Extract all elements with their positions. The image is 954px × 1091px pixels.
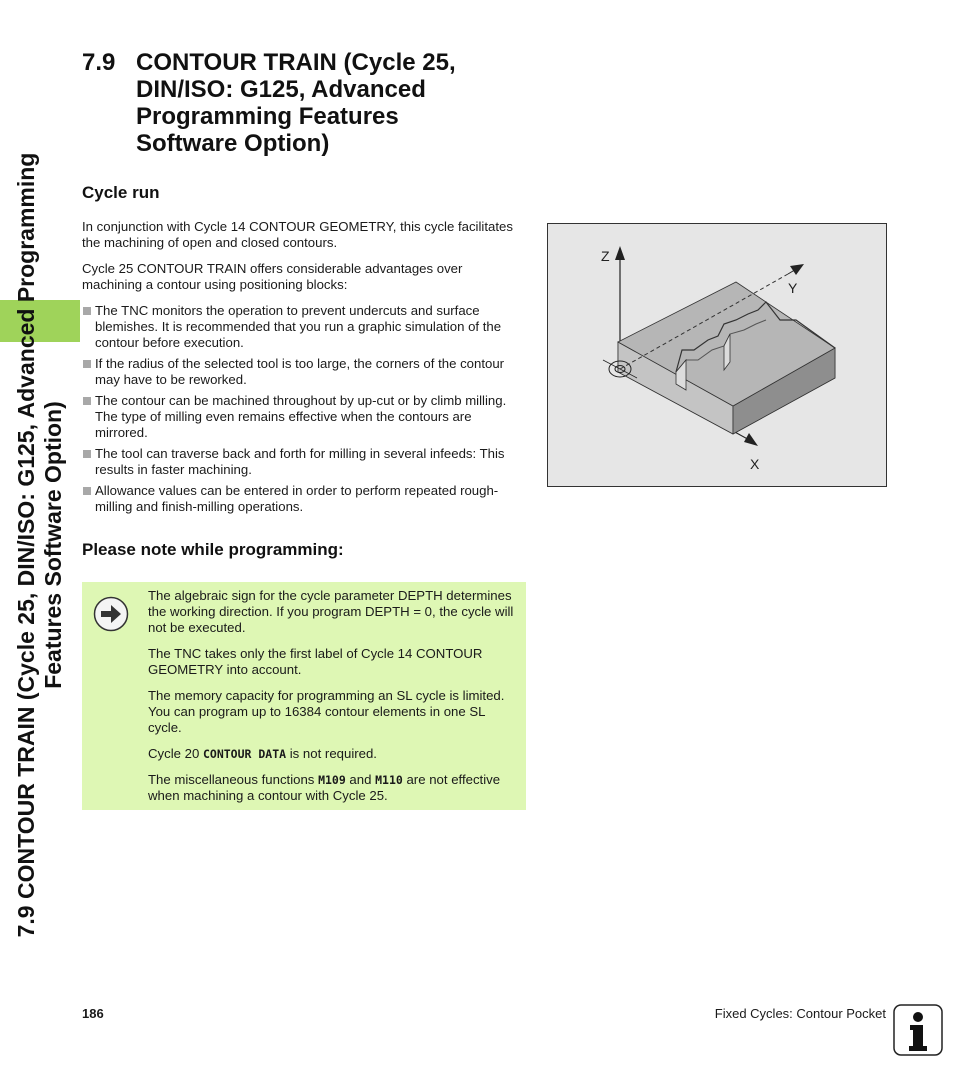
list-item (82, 483, 527, 515)
arrow-right-icon (93, 596, 129, 632)
note-heading: Please note while programming: (82, 540, 344, 559)
list-item-text: The contour can be machined throughout by up-cut or by climb milling. The type of milling even remains effective when the contours are mirrored. (95, 393, 507, 440)
code-m110: M110 (375, 773, 403, 787)
cycle-run-advantages: Cycle 25 CONTOUR TRAIN offers considerable advantages over machining a contour using positioning blocks: (82, 261, 463, 292)
programming-note-box (82, 582, 526, 810)
code-contour-data: CONTOUR DATA (202, 747, 287, 761)
cycle-run-intro: In conjunction with Cycle 14 CONTOUR GEOMETRY, this cycle facilitates the machining of open and closed contours. (82, 219, 513, 250)
bullet-square-icon (83, 397, 91, 405)
list-item-text: If the radius of the selected tool is too large, the corners of the contour may have to be reworked. (95, 356, 505, 387)
page-number: 186 (82, 1006, 104, 1021)
x-axis-label: X (750, 456, 760, 472)
bullet-square-icon (83, 450, 91, 458)
list-item (82, 303, 527, 351)
list-item (82, 393, 527, 441)
note-cycle20: Cycle 20 CONTOUR DATA is not required. (148, 746, 377, 761)
info-icon (893, 1004, 943, 1056)
bullet-square-icon (83, 360, 91, 368)
note-depth: The algebraic sign for the cycle parameter DEPTH determines the working direction. If you program DEPTH = 0, the cycle will not be executed. (148, 588, 514, 635)
note-misc-functions: The miscellaneous functions M109 and M110 are not effective when machining a contour with Cycle 25. (148, 772, 501, 803)
code-m109: M109 (318, 773, 346, 787)
section-number: 7.9 (82, 49, 116, 76)
note-first-label: The TNC takes only the first label of Cycle 14 CONTOUR GEOMETRY into account. (148, 646, 483, 677)
side-title-line-2: Features Software Option) (40, 401, 66, 689)
list-item (82, 446, 527, 478)
cycle-run-heading: Cycle run (82, 183, 160, 202)
section-title: CONTOUR TRAIN (Cycle 25, DIN/ISO: G125, Advanced Programming Features Software Option) (136, 49, 456, 157)
y-axis-label: Y (788, 280, 798, 296)
list-item (82, 356, 527, 388)
footer-running-title: Fixed Cycles: Contour Pocket (714, 1006, 886, 1021)
bullet-square-icon (83, 307, 91, 315)
workpiece-illustration (548, 224, 886, 486)
list-item-text: Allowance values can be entered in order to perform repeated rough-milling and finish-milling operations. (95, 483, 499, 514)
note-memory: The memory capacity for programming an SL cycle is limited. You can program up to 16384 contour elements in one SL cycle. (148, 688, 505, 735)
section-heading (82, 49, 502, 157)
side-running-title (13, 65, 67, 1025)
advantages-list (82, 303, 527, 520)
list-item-text: The TNC monitors the operation to prevent undercuts and surface blemishes. It is recommended that you run a graphic simulation of the contour before execution. (95, 303, 502, 350)
bullet-square-icon (83, 487, 91, 495)
z-axis-label: Z (601, 248, 610, 264)
side-title-line-1: 7.9 CONTOUR TRAIN (Cycle 25, DIN/ISO: G125, Advanced Programming (13, 152, 39, 938)
contour-train-figure (547, 223, 887, 487)
list-item-text: The tool can traverse back and forth for milling in several infeeds: This results in faster machining. (95, 446, 505, 477)
